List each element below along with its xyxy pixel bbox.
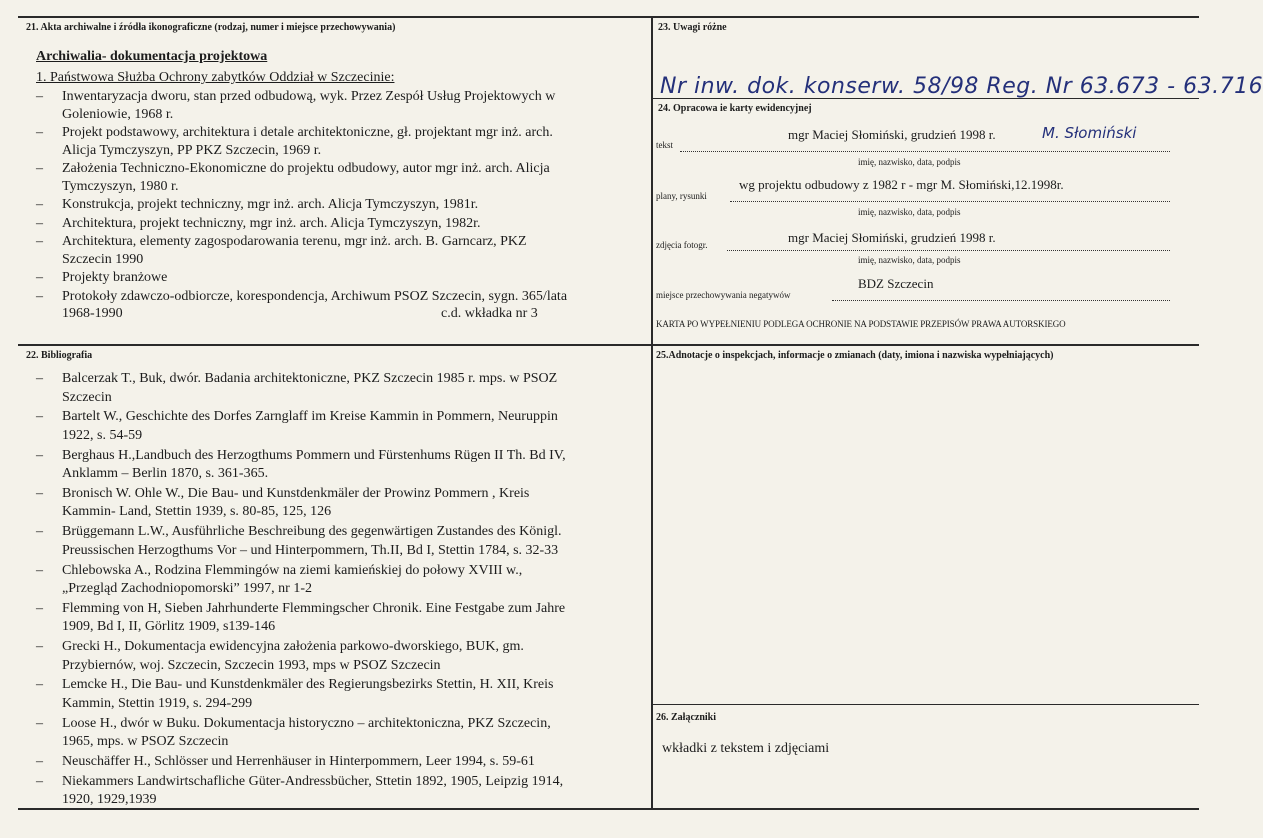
list-item-line: Brüggemann L.W., Ausführliche Beschreibung des gegenwärtigen Zustandes des Königl.: [62, 524, 562, 540]
list-item-line: Goleniowie, 1968 r.: [62, 106, 174, 122]
tekst-line: [680, 151, 1170, 152]
top-border: [18, 16, 1199, 18]
bullet-dash: –: [36, 125, 43, 140]
bullet-dash: –: [36, 89, 43, 104]
list-item-line: 1968-1990: [62, 306, 123, 321]
tekst-caption: imię, nazwisko, data, podpis: [858, 157, 961, 167]
list-item-line: Kammin- Land, Stettin 1939, s. 80-85, 125, 126: [62, 504, 332, 520]
bullet-dash: –: [36, 288, 43, 304]
list-item-line: Projekty branżowe: [62, 270, 168, 285]
column-divider: [651, 16, 653, 810]
list-item-line: Lemcke H., Die Bau- und Kunstdenkmäler des Regierungsbezirks Stettin, H. XII, Kreis: [62, 677, 554, 693]
bullet-dash: –: [36, 270, 43, 285]
list-item-line: Grecki H., Dokumentacja ewidencyjna założenia parkowo-dworskiego, BUK, gm.: [62, 639, 524, 655]
bullet-dash: –: [36, 524, 43, 540]
list-item-line: Założenia Techniczno-Ekonomiczne do projektu odbudowy, autor mgr inż. arch. Alicja: [62, 161, 550, 176]
bottom-border: [18, 808, 1199, 810]
list-item-line: Bartelt W., Geschichte des Dorfes Zarnglaff im Kreise Kammin in Pommern, Neuruppin: [62, 409, 558, 425]
copyright-footer: KARTA PO WYPEŁNIENIU PODLEGA OCHRONIE NA PODSTAWIE PRZEPISÓW PRAWA AUTORSKIEGO: [656, 319, 1066, 329]
list-item-line: Szczecin 1990: [62, 251, 144, 267]
list-item-line: Projekt podstawowy, architektura i detale architektoniczne, gł. projektant mgr inż. arch.: [62, 125, 553, 140]
list-item-line: Tymczyszyn, 1980 r.: [62, 178, 179, 194]
list-item-line: Alicja Tymczyszyn, PP PKZ Szczecin, 1969 r.: [62, 142, 322, 158]
bullet-dash: –: [36, 754, 43, 769]
list-item-line: Loose H., dwór w Buku. Dokumentacja historyczno – architektoniczna, PKZ Szczecin,: [62, 715, 551, 731]
list-item-line: Konstrukcja, projekt techniczny, mgr inż. arch. Alicja Tymczyszyn, 1981r.: [62, 197, 479, 212]
list-item-line: Przybiernów, woj. Szczecin, Szczecin 1993, mps w PSOZ Szczecin: [62, 657, 441, 673]
list-item-line: 1922, s. 54-59: [62, 427, 143, 443]
bullet-dash: –: [36, 371, 43, 386]
handwritten-note: Nr inw. dok. konserw. 58/98 Reg. Nr 63.673 - 63.716: [660, 74, 1263, 99]
section24-header: 24. Opracowa ie karty ewidencyjnej: [658, 103, 812, 114]
list-item-line: Szczecin: [62, 389, 112, 405]
list-item-line: Niekammers Landwirtschafliche Güter-Andressbücher, Sttetin 1892, 1905, Leipzig 1914,: [62, 773, 564, 789]
bullet-dash: –: [36, 215, 43, 231]
list-item-line: Protokoły zdawczo-odbiorcze, korespondencja, Archiwum PSOZ Szczecin, sygn. 365/lata: [62, 288, 568, 304]
bullet-dash: –: [36, 197, 43, 212]
plany-caption: imię, nazwisko, data, podpis: [858, 207, 961, 217]
list-item-line: Flemming von H, Sieben Jahrhunderte Flemmingscher Chronik. Eine Festgabe zum Jahre: [62, 600, 566, 616]
list-item-line: Neuschäffer H., Schlösser und Herrenhäuser in Hinterpommern, Leer 1994, s. 59-61: [62, 754, 535, 769]
list-item-line: Berghaus H.,Landbuch des Herzogthums Pommern und Fürstenhums Rügen II Th. Bd IV,: [62, 447, 566, 463]
zdjecia-label: zdjęcia fotogr.: [656, 240, 708, 250]
section26-divider: [653, 704, 1199, 705]
bullet-dash: –: [36, 409, 43, 425]
continued-note: c.d. wkładka nr 3: [441, 306, 538, 321]
list-item-line: 1965, mps. w PSOZ Szczecin: [62, 734, 229, 750]
list-item-line: Anklamm – Berlin 1870, s. 361-365.: [62, 466, 269, 482]
zdjecia-value: mgr Maciej Słomiński, grudzień 1998 r.: [788, 230, 996, 245]
list-item-line: 1909, Bd I, II, Görlitz 1909, s139-146: [62, 619, 276, 635]
bullet-dash: –: [36, 485, 43, 501]
bullet-dash: –: [36, 773, 43, 789]
miejsce-value: BDZ Szczecin: [858, 276, 934, 291]
plany-value: wg projektu odbudowy z 1982 r - mgr M. Słomiński,12.1998r.: [739, 177, 1064, 192]
plany-label: plany, rysunki: [656, 191, 707, 201]
list-item-line: „Przegląd Zachodniopomorski” 1997, nr 1-2: [62, 581, 312, 596]
section23-header: 23. Uwagi różne: [658, 22, 727, 33]
list-item-line: Bronisch W. Ohle W., Die Bau- und Kunstdenkmäler der Prowinz Pommern , Kreis: [62, 485, 530, 501]
bullet-dash: –: [36, 562, 43, 578]
middle-border: [18, 344, 1199, 346]
list-item-line: Kammin, Stettin 1919, s. 294-299: [62, 695, 253, 711]
bullet-dash: –: [36, 600, 43, 616]
bullet-dash: –: [36, 639, 43, 655]
signature: M. Słomiński: [1042, 124, 1137, 142]
section21-header: 21. Akta archiwalne i źródła ikonograficzne (rodzaj, numer i miejsce przechowywania): [26, 22, 396, 33]
tekst-label: tekst: [656, 140, 673, 150]
section22-header: 22. Bibliografia: [26, 350, 93, 361]
tekst-value: mgr Maciej Słomiński, grudzień 1998 r.: [788, 127, 996, 142]
section26-header: 26. Załączniki: [656, 712, 717, 723]
bullet-dash: –: [36, 677, 43, 693]
list-item-line: Chlebowska A., Rodzina Flemmingów na ziemi kamieńskiej do połowy XVIII w.,: [62, 562, 523, 578]
zdjecia-line: [727, 250, 1170, 251]
list-item-line: Architektura, projekt techniczny, mgr inż. arch. Alicja Tymczyszyn, 1982r.: [62, 215, 481, 231]
list-item-line: 1920, 1929,1939: [62, 792, 157, 808]
section21-subtitle: Archiwalia- dokumentacja projektowa: [36, 49, 268, 64]
list-item-line: Balcerzak T., Buk, dwór. Badania architektoniczne, PKZ Szczecin 1985 r. mps. w PSOZ: [62, 371, 558, 386]
plany-line: [730, 201, 1170, 202]
bullet-dash: –: [36, 715, 43, 731]
miejsce-line: [832, 300, 1170, 301]
section25-header: 25.Adnotacje o inspekcjach, informacje o zmianach (daty, imiona i nazwiska wypełniających): [656, 350, 1054, 361]
bullet-dash: –: [36, 234, 43, 249]
list-item-line: Preussischen Herzogthums Vor – und Hinterpommern, Th.II, Bd I, Stettin 1784, s. 32-33: [62, 542, 559, 558]
zdjecia-caption: imię, nazwisko, data, podpis: [858, 255, 961, 265]
bullet-dash: –: [36, 447, 43, 463]
miejsce-label: miejsce przechowywania negatywów: [656, 290, 791, 300]
section21-institution: 1. Państwowa Służba Ochrony zabytków Oddział w Szczecinie:: [36, 70, 395, 85]
list-item-line: Architektura, elementy zagospodarowania terenu, mgr inż. arch. B. Garncarz, PKZ: [62, 234, 527, 249]
attachments-value: wkładki z tekstem i zdjęciami: [662, 741, 830, 756]
list-item-line: Inwentaryzacja dworu, stan przed odbudową, wyk. Przez Zespół Usług Projektowych w: [62, 89, 556, 104]
bullet-dash: –: [36, 161, 43, 176]
